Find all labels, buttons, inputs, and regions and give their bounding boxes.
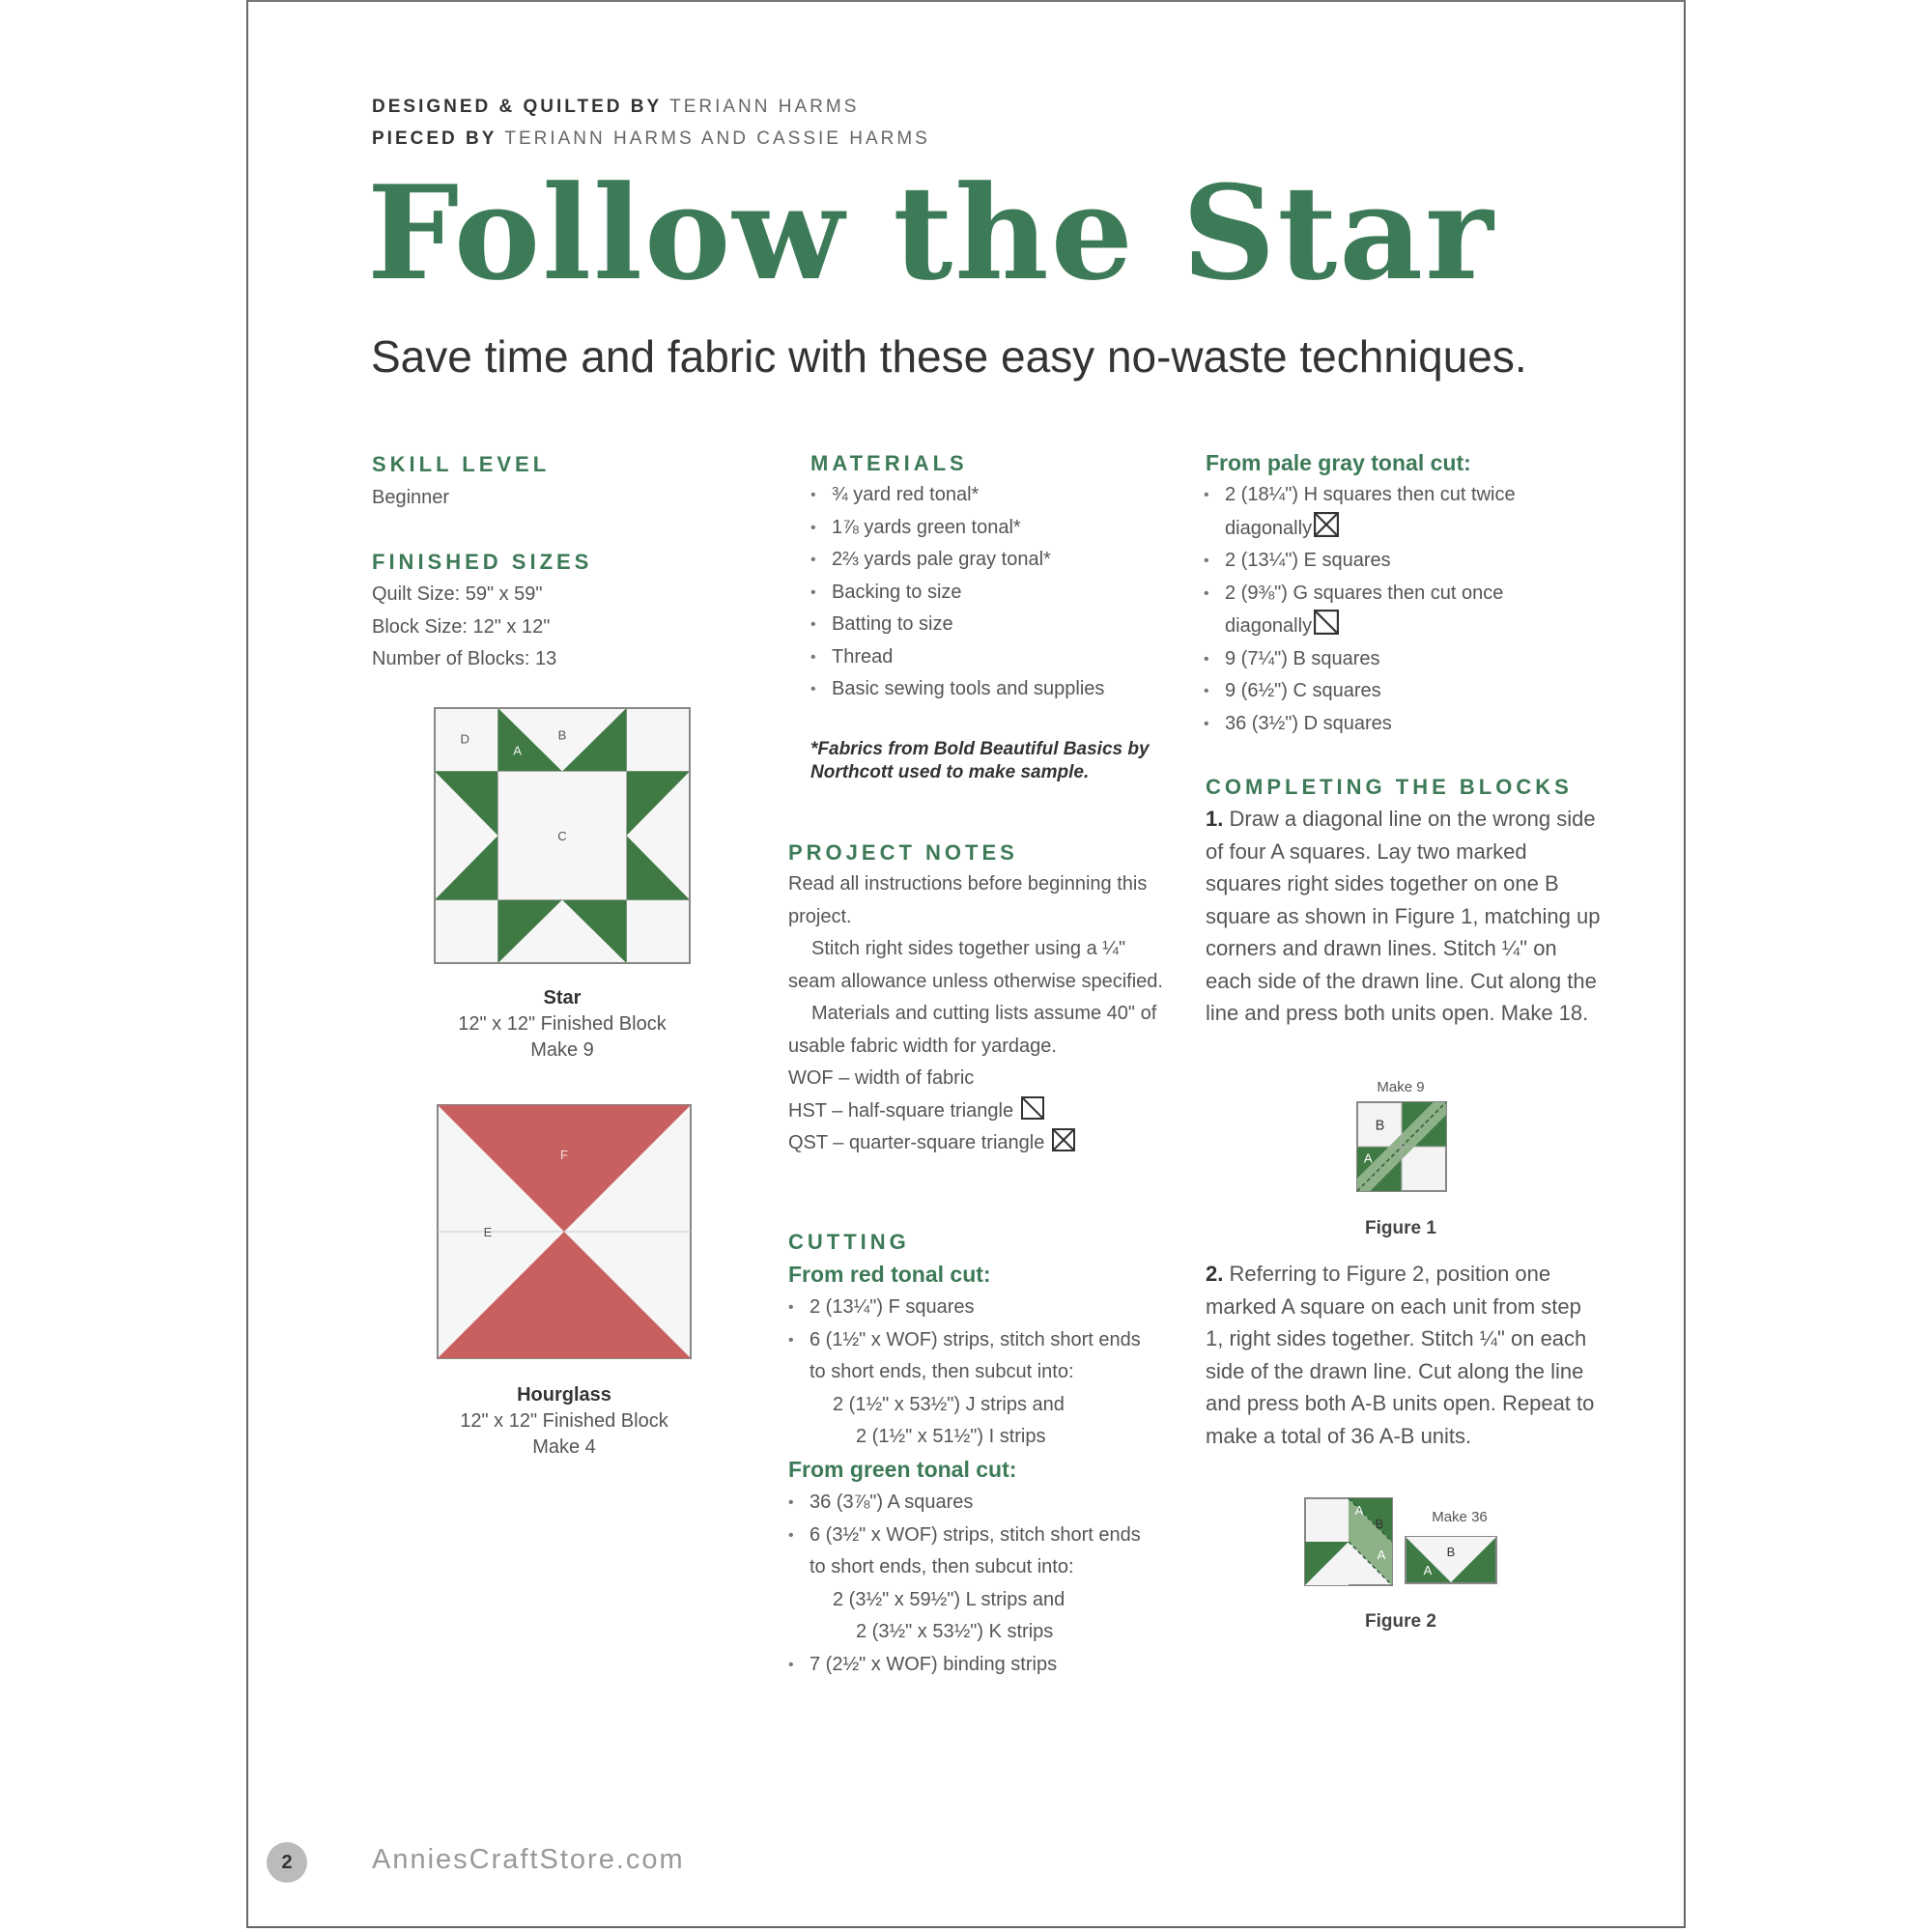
designed-by-label: DESIGNED & QUILTED BY: [372, 97, 663, 117]
page-subtitle: Save time and fabric with these easy no-waste techniques.: [371, 331, 1527, 382]
block-size: Block Size: 12" x 12": [372, 616, 551, 638]
figure-2-left-label-a: A: [1354, 1503, 1364, 1518]
green-cut-heading: From green tonal cut:: [788, 1457, 1017, 1482]
number-of-blocks: Number of Blocks: 13: [372, 648, 557, 669]
page-title: Follow the Star: [367, 156, 1495, 309]
cut-item-continued-text: diagonally: [1225, 615, 1313, 637]
figure-2-right-label-a: A: [1423, 1563, 1433, 1577]
star-caption: [417, 985, 707, 1064]
star-label-a: A: [513, 743, 523, 758]
qst-line: [788, 1127, 1165, 1160]
pieced-by-name: TERIANN HARMS AND CASSIE HARMS: [504, 128, 930, 149]
project-note-3: Materials and cutting lists assume 40" of usable fabric width for yardage.: [788, 1003, 1157, 1057]
material-item: • Backing to size: [810, 577, 1104, 610]
hourglass-label-f: F: [560, 1148, 568, 1162]
cut-item-continued: to short ends, then subcut into:: [810, 1556, 1074, 1577]
step-2-number: 2.: [1206, 1262, 1224, 1286]
project-note-1: Read all instructions before beginning this project.: [788, 873, 1148, 927]
cut-subitem: 2 (3½" x 59½") L strips and: [833, 1588, 1065, 1610]
hourglass-caption: [419, 1382, 709, 1461]
green-cut-list: [788, 1487, 1141, 1681]
figure-1-label-a: A: [1363, 1151, 1373, 1166]
red-cut-heading: From red tonal cut:: [788, 1262, 991, 1287]
figure-2-left-diagram: [1304, 1497, 1393, 1586]
page-number: 2: [267, 1842, 307, 1883]
pieced-by-label: PIECED BY: [372, 128, 497, 149]
step-1-number: 1.: [1206, 807, 1224, 831]
star-label-b: B: [557, 727, 567, 743]
figure-1-diagram: [1356, 1101, 1447, 1192]
hst-definition: HST – half-square triangle: [788, 1099, 1014, 1122]
hourglass-label-e: E: [483, 1225, 493, 1239]
hourglass-block-diagram: [436, 1104, 693, 1359]
star-name: Star: [543, 987, 582, 1009]
figure-2-left-label-a2: A: [1377, 1548, 1386, 1562]
figure-2-right-diagram: [1405, 1536, 1497, 1584]
cut-subitem: 2 (1½" x 53½") J strips and: [833, 1393, 1065, 1415]
cut-item: • 6 (3½" x WOF) strips, stitch short ends: [788, 1520, 1141, 1552]
materials-heading: MATERIALS: [810, 451, 968, 475]
material-item: • Thread: [810, 641, 1104, 674]
star-label-c: C: [557, 829, 567, 844]
hourglass-make: Make 4: [532, 1436, 596, 1458]
materials-list: [810, 479, 1104, 706]
hourglass-detail: 12" x 12" Finished Block: [460, 1410, 668, 1432]
cut-item: • 2 (18¼") H squares then cut twice: [1204, 479, 1516, 512]
cut-item-continued: to short ends, then subcut into:: [810, 1361, 1074, 1382]
project-note-2: Stitch right sides together using a ¼" seam allowance unless otherwise specified.: [788, 938, 1163, 992]
cut-subitem: 2 (1½" x 51½") I strips: [856, 1426, 1046, 1447]
cut-item-continued-text: diagonally: [1225, 517, 1313, 539]
pieced-by-line: [372, 128, 930, 150]
step-2: [1206, 1258, 1602, 1452]
cut-item: • 36 (3½") D squares: [1204, 708, 1516, 741]
footer-website[interactable]: AnniesCraftStore.com: [372, 1844, 685, 1875]
step-2-text: Referring to Figure 2, position one marked A square on each unit from step 1, right sides together. Stitch ¼" on each side of the drawn line. Cut along the line and press both A-B units open. Repeat to make a total of 36 A-B units.: [1206, 1262, 1595, 1448]
cut-item: • 36 (3⅞") A squares: [788, 1487, 1141, 1520]
step-1-text: Draw a diagonal line on the wrong side of four A squares. Lay two marked squares right sides together on one B square as shown in Figure 1, matching up corners and drawn lines. Stitch ¼" on each side of the drawn line. Cut along the line and press both units open. Make 18.: [1206, 807, 1601, 1025]
figure-2-caption: Figure 2: [1365, 1611, 1436, 1632]
cut-item: • 6 (1½" x WOF) strips, stitch short ends: [788, 1324, 1141, 1357]
cut-item: • 9 (6½") C squares: [1204, 675, 1516, 708]
star-block-diagram: [434, 707, 691, 964]
cut-item-continued: [1204, 610, 1516, 643]
qst-cross-icon: [1314, 512, 1339, 537]
cut-item: • 7 (2½" x WOF) binding strips: [788, 1649, 1141, 1682]
hst-diagonal-icon: [1021, 1096, 1044, 1120]
qst-definition: QST – quarter-square triangle: [788, 1132, 1045, 1153]
cut-subitem: 2 (3½" x 53½") K strips: [856, 1621, 1054, 1642]
hourglass-name: Hourglass: [517, 1384, 611, 1406]
material-item: • ¾ yard red tonal*: [810, 479, 1104, 512]
skill-level-value: Beginner: [372, 487, 450, 508]
hst-diagonal-icon: [1314, 610, 1339, 635]
designed-by-name: TERIANN HARMS: [669, 97, 860, 117]
star-label-d: D: [460, 731, 469, 747]
cut-item: • 2 (13¼") E squares: [1204, 545, 1516, 578]
cut-item: • 2 (9⅜") G squares then cut once: [1204, 578, 1516, 611]
project-notes-heading: PROJECT NOTES: [788, 840, 1018, 865]
figure-2-right-label-b: B: [1446, 1545, 1456, 1559]
star-detail: 12" x 12" Finished Block: [458, 1013, 667, 1035]
skill-level-heading: SKILL LEVEL: [372, 452, 551, 476]
material-item: • 2⅔ yards pale gray tonal*: [810, 544, 1104, 577]
material-item: • Basic sewing tools and supplies: [810, 673, 1104, 706]
hst-line: [788, 1095, 1165, 1128]
designed-by-line: [372, 97, 859, 118]
gray-cut-list: [1204, 479, 1516, 740]
figure-1-label-b: B: [1375, 1118, 1385, 1134]
project-notes-body: [788, 868, 1165, 1160]
figure-1-caption: Figure 1: [1365, 1218, 1436, 1238]
cut-item-continued: [1204, 512, 1516, 546]
material-item: • Batting to size: [810, 609, 1104, 641]
figure-1-make: Make 9: [1377, 1079, 1425, 1095]
qst-cross-icon: [1052, 1128, 1075, 1151]
fabric-note: *Fabrics from Bold Beautiful Basics by Northcott used to make sample.: [810, 739, 1150, 782]
cut-item: • 9 (7¼") B squares: [1204, 643, 1516, 676]
cutting-heading: CUTTING: [788, 1230, 910, 1254]
wof-definition: WOF – width of fabric: [788, 1067, 975, 1089]
star-make: Make 9: [530, 1039, 594, 1061]
cut-item: • 2 (13¼") F squares: [788, 1292, 1141, 1324]
gray-cut-heading: From pale gray tonal cut:: [1206, 450, 1471, 475]
finished-sizes-heading: FINISHED SIZES: [372, 550, 593, 574]
figure-2-make: Make 36: [1432, 1509, 1488, 1525]
completing-heading: COMPLETING THE BLOCKS: [1206, 775, 1573, 799]
figure-2-left-label-b: B: [1375, 1517, 1384, 1531]
quilt-size: Quilt Size: 59" x 59": [372, 583, 543, 605]
material-item: • 1⅞ yards green tonal*: [810, 512, 1104, 545]
red-cut-list: [788, 1292, 1141, 1454]
step-1: [1206, 803, 1602, 1030]
